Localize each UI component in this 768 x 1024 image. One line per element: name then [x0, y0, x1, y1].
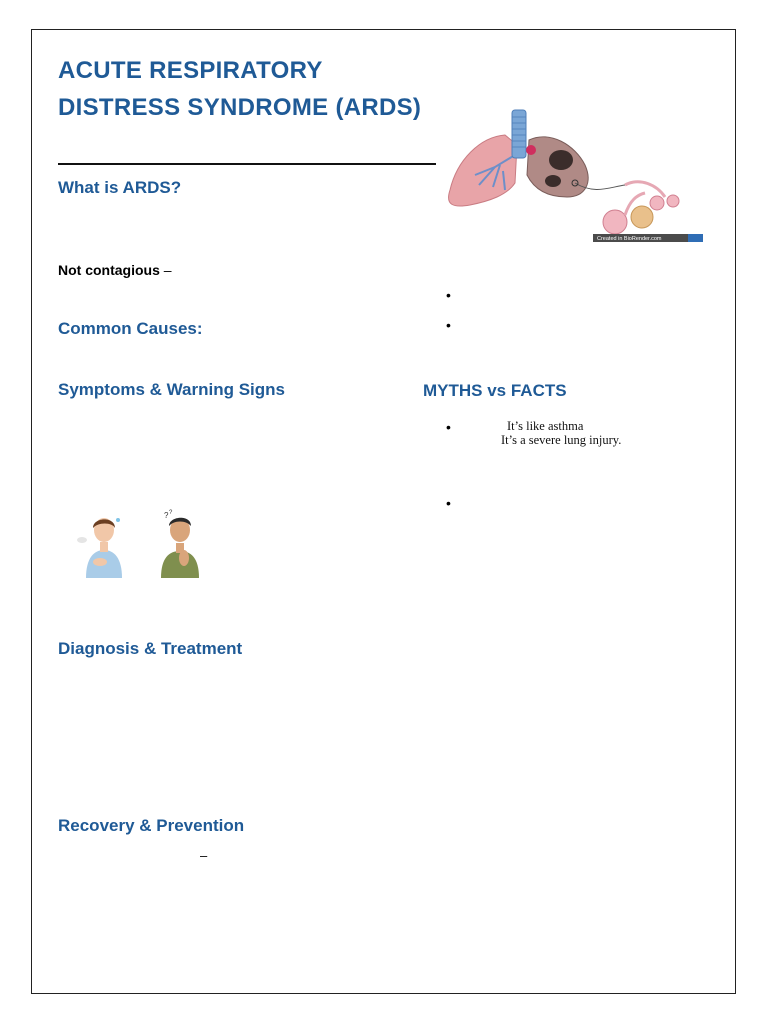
not-contagious-label: Not contagious	[58, 262, 160, 278]
symptom-people-illustration	[66, 508, 216, 580]
section-diagnosis: Diagnosis & Treatment	[58, 639, 243, 658]
myth-text: It’s like asthma	[507, 419, 584, 433]
section-recovery: Recovery & Prevention	[58, 816, 245, 835]
section-myths-facts: MYTHS vs FACTS	[423, 381, 567, 400]
recovery-dash: –	[200, 848, 208, 863]
svg-text:?: ?	[169, 510, 173, 516]
coughing-person-icon	[77, 518, 122, 578]
bullet-1: •	[446, 287, 451, 303]
section-symptoms: Symptoms & Warning Signs	[58, 380, 286, 399]
section-what-is-ards: What is ARDS?	[58, 178, 182, 197]
bullet-myth-1: •	[446, 419, 451, 435]
page-title: ACUTE RESPIRATORY DISTRESS SYNDROME (ARDS)	[58, 57, 422, 121]
bullet-3: •	[446, 495, 451, 511]
title-divider	[58, 163, 436, 165]
fact-text: It’s a severe lung injury.	[501, 433, 622, 447]
lung-illustration	[445, 105, 705, 245]
section-common-causes: Common Causes:	[58, 319, 203, 338]
svg-text:?: ?	[164, 511, 169, 520]
not-contagious-dash: –	[163, 262, 172, 278]
bullet-2: •	[446, 317, 451, 333]
not-contagious-line	[58, 262, 172, 278]
figure-credit: Created in BioRender.com	[597, 236, 662, 242]
thinking-person-icon	[161, 510, 199, 578]
